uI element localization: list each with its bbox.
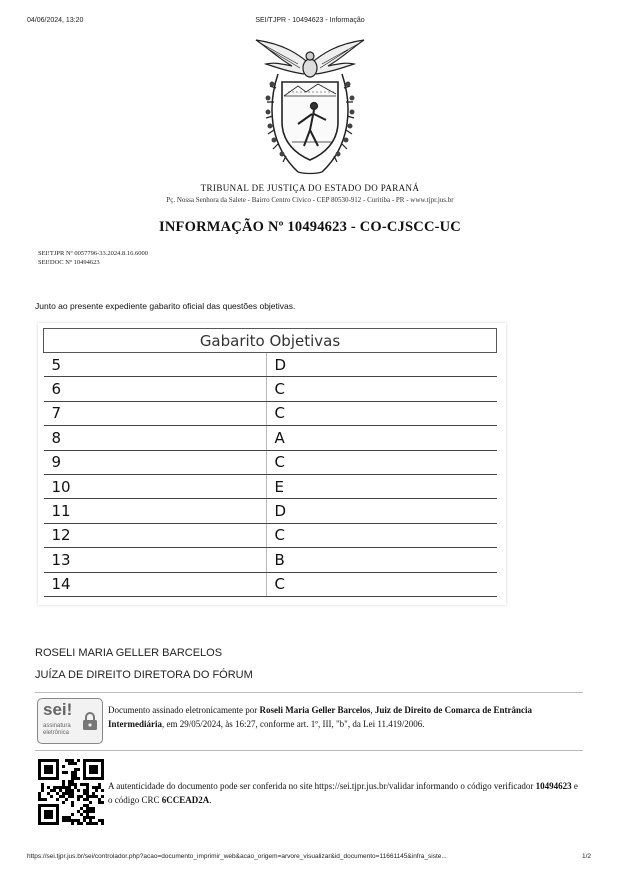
crc-code: 6CCEAD2A (161, 795, 210, 805)
answer-letter: C (266, 377, 497, 401)
divider (35, 750, 583, 751)
answer-letter: D (266, 499, 497, 523)
signature-text-2: , (370, 705, 375, 715)
question-number: 7 (44, 401, 267, 425)
answer-key-header: Gabarito Objetivas (44, 329, 497, 353)
table-row (44, 426, 497, 450)
question-number: 12 (44, 523, 267, 547)
divider (35, 692, 583, 693)
sei-signature-seal (37, 698, 103, 744)
question-number: 9 (44, 450, 267, 474)
table-row (44, 548, 497, 572)
process-number: SEI!TJPR Nº 0057796-33.2024.8.16.6000 (38, 250, 148, 257)
signature-signer: Roseli Maria Geller Barcelos (259, 705, 371, 715)
seal-caption-1: assinatura (43, 723, 71, 729)
signature-text-3: , em 29/05/2024, às 16:27, conforme art. 1º, III, "b", da Lei 11.419/2006. (162, 719, 425, 729)
question-number: 5 (44, 353, 267, 377)
table-row (44, 523, 497, 547)
intro-text: Junto ao presente expediente gabarito oficial das questões objetivas. (35, 301, 296, 311)
print-page-number: 1/2 (582, 853, 592, 860)
print-datetime: 04/06/2024, 13:20 (27, 17, 84, 24)
answer-letter: C (266, 401, 497, 425)
signature-statement (108, 703, 578, 731)
answer-letter: A (266, 426, 497, 450)
seal-caption-2: eletrônica (43, 729, 70, 736)
answer-key-table (43, 328, 497, 597)
authenticity-statement (108, 779, 578, 807)
authenticity-text-1: A autenticidade do documento pode ser conferida no site https://sei.tjpr.jus.br/validar informando o código verificador (108, 781, 536, 791)
verifier-code: 10494623 (535, 781, 572, 791)
answer-letter: C (266, 523, 497, 547)
table-row (44, 377, 497, 401)
lock-icon (82, 711, 98, 731)
signer-role: JUÍZA DE DIREITO DIRETORA DO FÓRUM (35, 669, 253, 681)
table-row (44, 450, 497, 474)
question-number: 8 (44, 426, 267, 450)
question-number: 13 (44, 548, 267, 572)
doc-number: SEI!DOC Nº 10494623 (38, 259, 100, 266)
signer-name: ROSELI MARIA GELLER BARCELOS (35, 647, 223, 659)
signature-role: Juiz de Direito de Comarca de Entrância Intermediária (108, 705, 532, 729)
parana-coat-of-arms-icon (248, 34, 372, 180)
answer-letter: D (266, 353, 497, 377)
table-row (44, 353, 497, 377)
sei-logo: sei! (43, 700, 73, 719)
qr-code-icon (38, 759, 104, 825)
question-number: 11 (44, 499, 267, 523)
table-row (44, 474, 497, 498)
court-address: Pç. Nossa Senhora da Salete - Bairro Centro Cívico - CEP 80530-912 - Curitiba - PR - www.tjpr.jus.br (166, 196, 454, 204)
answer-letter: C (266, 450, 497, 474)
authenticity-text-2: e o código CRC (108, 781, 578, 805)
table-row (44, 572, 497, 596)
authenticity-text-3: . (209, 795, 212, 805)
answer-letter: C (266, 572, 497, 596)
question-number: 14 (44, 572, 267, 596)
table-row (44, 401, 497, 425)
answer-letter: B (266, 548, 497, 572)
answer-key-image (38, 323, 506, 605)
print-window-title: SEI/TJPR - 10494623 - Informação (255, 17, 365, 24)
table-row (44, 499, 497, 523)
print-footer-url: https://sei.tjpr.jus.br/sei/controlador.php?acao=documento_imprimir_web&acao_origem=arvore_visualizar&id_documento=11661145&infra_siste... (27, 853, 447, 860)
document-title: INFORMAÇÃO Nº 10494623 - CO-CJSCC-UC (159, 219, 461, 235)
signature-text-1: Documento assinado eletronicamente por (108, 705, 260, 715)
question-number: 10 (44, 474, 267, 498)
answer-letter: E (266, 474, 497, 498)
question-number: 6 (44, 377, 267, 401)
court-name: TRIBUNAL DE JUSTIÇA DO ESTADO DO PARANÁ (200, 183, 420, 193)
